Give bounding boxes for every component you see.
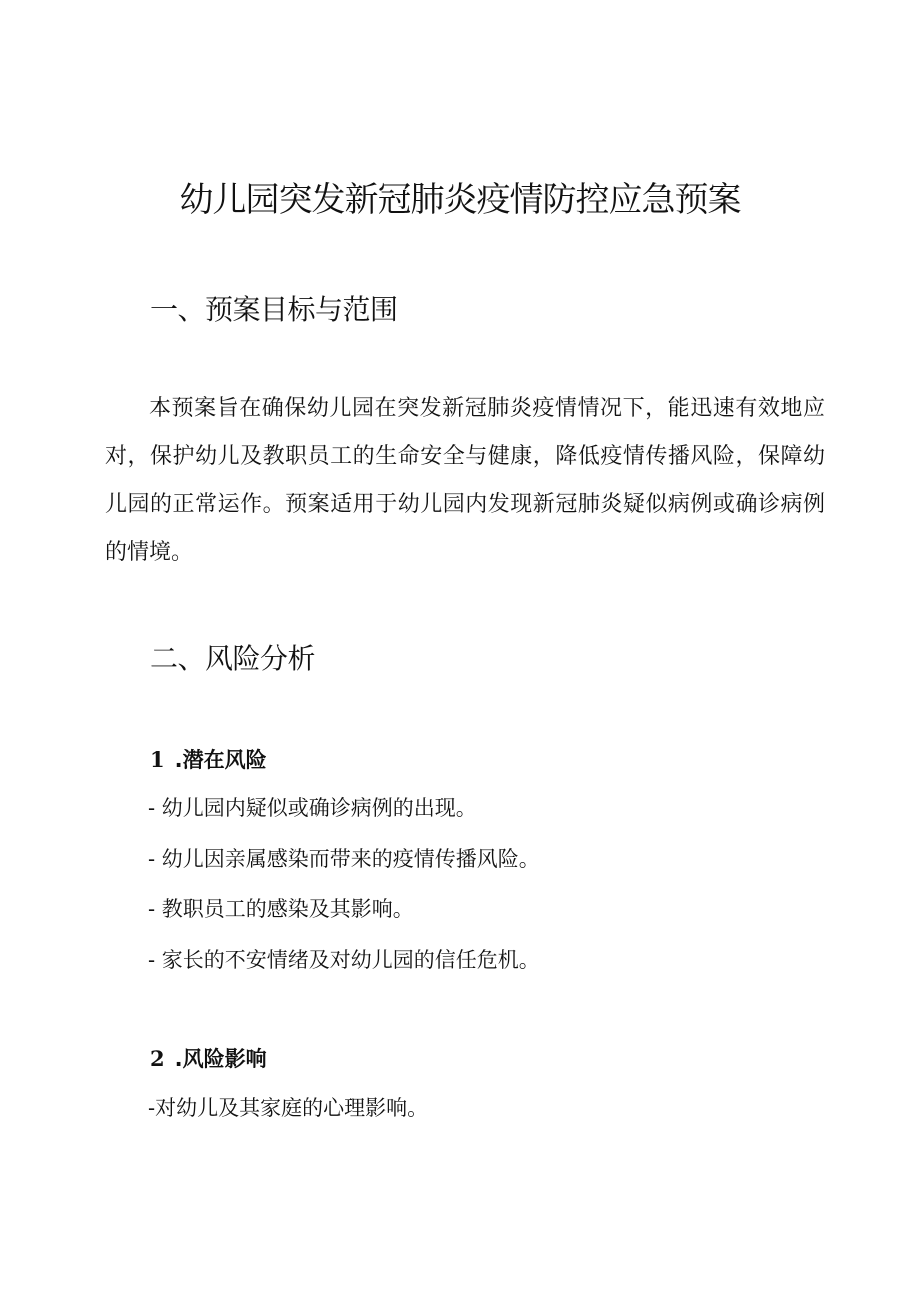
subsection-number: 1 bbox=[150, 747, 165, 772]
list-item: - 家长的不安情绪及对幼儿园的信任危机。 bbox=[148, 947, 540, 972]
document-title: 幼儿园突发新冠肺炎疫情防控应急预案 bbox=[179, 180, 741, 220]
subsection-heading-potential-risks bbox=[150, 744, 267, 776]
section-paragraph-goals-scope: 本预案旨在确保幼儿园在突发新冠肺炎疫情情况下，能迅速有效地应对，保护幼儿及教职员工的生命安全与健康，降低疫情传播风险，保障幼儿园的正常运作。预案适用于幼儿园内发现新冠肺炎疑似病例或确诊病例的情境。 bbox=[105, 396, 825, 565]
subsection-title: .潜在风险 bbox=[174, 748, 267, 772]
subsection-heading-risk-impact bbox=[150, 1043, 267, 1075]
potential-risks-list bbox=[148, 783, 540, 985]
list-item: - 幼儿因亲属感染而带来的疫情传播风险。 bbox=[148, 846, 540, 871]
list-item: - 幼儿园内疑似或确诊病例的出现。 bbox=[148, 796, 477, 820]
subsection-title: .风险影响 bbox=[174, 1047, 267, 1071]
subsection-number: 2 bbox=[150, 1046, 165, 1071]
section-heading-goals-scope: 一、预案目标与范围 bbox=[150, 293, 398, 326]
section-heading-risk-analysis: 二、风险分析 bbox=[150, 642, 316, 675]
risk-impact-list bbox=[148, 1083, 428, 1134]
list-item: - 教职员工的感染及其影响。 bbox=[148, 897, 414, 921]
list-item: -对幼儿及其家庭的心理影响。 bbox=[148, 1096, 429, 1120]
